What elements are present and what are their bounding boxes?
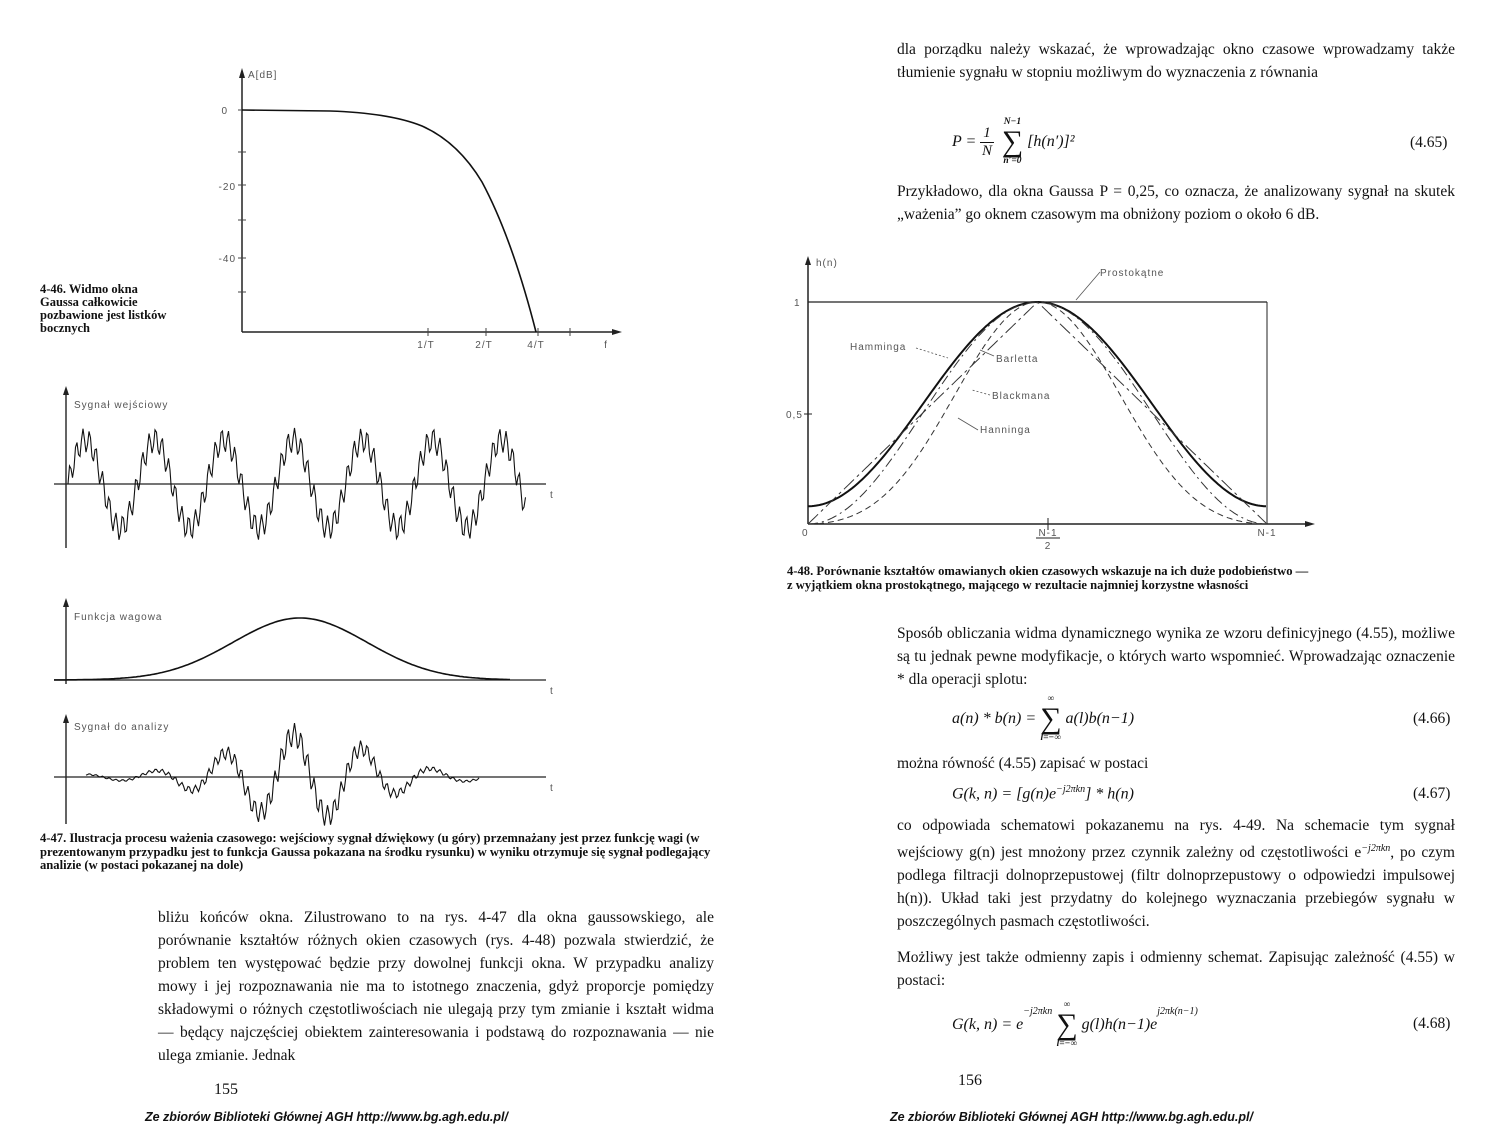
eq465-den: N <box>982 142 993 159</box>
eq466-body: a(l)b(n−1) <box>1065 710 1135 727</box>
eq468-upper: ∞ <box>1063 1000 1071 1010</box>
gauss-spectrum-curve <box>242 110 536 332</box>
analysis-signal-wave <box>86 723 479 825</box>
scheme-text <box>897 814 1455 933</box>
x-tick-f: f <box>604 340 608 351</box>
equation-4-66 <box>952 692 1134 746</box>
caption-4-48-line1: 4-48. Porównanie kształtów omawianych okien czasowych wskazuje na ich duże podobieństwo — <box>787 564 1309 578</box>
hamming-window-curve <box>808 302 1266 506</box>
eq468-number: (4.68) <box>1413 1015 1451 1032</box>
y-tick-05: 0,5 <box>786 410 803 421</box>
equation-4-65 <box>952 112 1075 172</box>
y-axis-label: h(n) <box>816 258 838 269</box>
scheme-text-b: , po czym podlega filtracji dolnoprzepustowej (filtr dolnoprzepustowy o odpowiedzi impulsowej h(n)). Układ taki jest przydatny do kolejnego wyznaczania przebiegów sygnału w poszczególnych pasmach częstotliwości. <box>897 844 1455 931</box>
panel2-label: Funkcja wagowa <box>74 612 163 623</box>
equation-4-67 <box>952 784 1134 803</box>
eq467-sup: −j2πkn <box>1056 784 1086 795</box>
intro-text: dla porządku należy wskazać, że wprowadzając okno czasowe wprowadzamy także tłumienie sygnału w stopniu możliwym do wyznaczenia z równania <box>897 41 1455 81</box>
panel1-t: t <box>550 490 554 501</box>
hanning-window-curve <box>808 302 1266 524</box>
eq465-number: (4.65) <box>1410 134 1448 151</box>
x-tick-mid-den: 2 <box>1044 541 1052 552</box>
caption-4-46: 4-46. Widmo okna Gaussa całkowicie pozbawione jest listków bocznych <box>40 282 167 335</box>
left-page-number: 155 <box>214 1081 238 1098</box>
x-tick-4t: 4/T <box>527 340 545 351</box>
equality-text: można równość (4.55) zapisać w postaci <box>897 755 1149 772</box>
figure-4-47 <box>50 380 570 830</box>
x-tick-end: N-1 <box>1257 528 1277 539</box>
gauss-example-text: Przykładowo, dla okna Gaussa P = 0,25, co oznacza, że analizowany sygnał na skutek „ważenia” go oknem czasowym ma obniżony poziom o około 6 dB. <box>897 183 1455 223</box>
panel2-t: t <box>550 686 554 697</box>
panel3-label: Sygnał do analizy <box>74 722 170 733</box>
x-axis-arrow <box>612 329 622 335</box>
y-tick-1: 1 <box>794 298 801 309</box>
caption-4-48-line2: z wyjątkiem okna prostokątnego, mającego w rezultacie najmniej korzystne własności <box>787 578 1249 592</box>
bartlett-window-curve <box>808 303 1266 525</box>
label-hanninga: Hanninga <box>980 425 1031 436</box>
scheme-text-sup: −j2πkn <box>1361 843 1391 854</box>
left-footer: Ze zbiorów Biblioteki Głównej AGH http://www.bg.agh.edu.pl/ <box>145 1110 508 1124</box>
panel3-t: t <box>550 783 554 794</box>
eq465-upper: N−1 <box>1003 117 1022 127</box>
label-blackmana: Blackmana <box>992 391 1051 402</box>
y-axis-arrow <box>239 68 245 78</box>
eq466-lhs: a(n) * b(n) = <box>952 710 1037 727</box>
y-tick-0: 0 <box>221 106 228 117</box>
scheme-text-a: co odpowiada schematowi pokazanemu na rys. 4-49. Na schemacie tym sygnał wejściowy g(n) jest mnożony przez czynnik zależny od częstotliwości e <box>897 817 1455 862</box>
eq467-rest: ] * h(n) <box>1085 785 1134 803</box>
eq468-lhs-sup: −j2πkn <box>1023 1006 1053 1017</box>
label-barletta: Barletta <box>996 354 1039 365</box>
caption-4-47: 4-47. Ilustracja procesu ważenia czasowego: wejściowy sygnał dźwiękowy (u góry) przemnażany jest przez funkcję wagi (w prezentowanym przypadku jest to funkcja Gaussa pokazana na środku rysunku) w wyniku otrzymuje się sygnał podlegający analizie (w postaci pokazanej na dole) <box>40 831 711 872</box>
label-hamminga: Hamminga <box>850 342 907 353</box>
eq467-main: G(k, n) = [g(n)e <box>952 785 1057 803</box>
eq466-number: (4.66) <box>1413 710 1451 727</box>
eq465-lhs: P = <box>952 133 977 150</box>
x-tick-2t: 2/T <box>475 340 493 351</box>
sum-symbol-icon: ∑ <box>1056 1008 1078 1041</box>
eq468-body-sup: j2πk(n−1) <box>1157 1006 1198 1017</box>
x-tick-1t: 1/T <box>417 340 435 351</box>
y-tick-20: -20 <box>218 182 236 193</box>
y-tick-40: -40 <box>218 254 236 265</box>
dynamic-spectrum-text: Sposób obliczania widma dynamicznego wynika ze wzoru definicyjnego (4.55), możliwe są tu jednak pewne modyfikacje, o których warto wspomnieć. Wprowadzając oznaczenie * dla operacji splotu: <box>897 625 1455 688</box>
sum-symbol-icon: ∑ <box>1001 125 1024 158</box>
eq467-number: (4.67) <box>1413 785 1451 802</box>
eq466-upper: ∞ <box>1047 694 1055 704</box>
equation-4-68 <box>952 998 1198 1052</box>
alternative-text: Możliwy jest także odmienny zapis i odmienny schemat. Zapisując zależność (4.55) w postaci: <box>897 949 1455 989</box>
y-axis-label: A[dB] <box>248 70 278 81</box>
figure-4-46 <box>190 60 630 360</box>
y-tick-0: 0 <box>802 528 809 539</box>
eq465-num: 1 <box>980 125 994 143</box>
blackman-window-curve <box>808 302 1266 524</box>
left-body-text: bliżu końców okna. Zilustrowano to na rys. 4-47 dla okna gaussowskiego, ale porównanie kształtów różnych okien czasowych (rys. 4-48) pozwala stwierdzić, że problem ten występować będzie przy dowolnej funkcji okna. W przypadku analizy mowy i jej rozpoznawania nie ma to istotnego znaczenia, gdyż proporcje pomiędzy składowymi o różnych częstotliwościach nie ulegają przy tym zmianie i kształt widma — będący najczęściej obiektem zainteresowania i podstawą do rozpoznawania — nie ulega zmianie. Jednak <box>158 909 714 1064</box>
eq468-body: g(l)h(n−1)e <box>1081 1016 1158 1033</box>
eq465-body: [h(n′)]² <box>1027 133 1075 150</box>
eq468-lower: l=−∞ <box>1056 1039 1078 1049</box>
weight-function-curve <box>54 618 510 680</box>
figure-4-48 <box>780 250 1330 555</box>
eq465-lower: n′=0 <box>1003 156 1022 166</box>
eq468-lhs: G(k, n) = e <box>952 1016 1024 1033</box>
right-footer: Ze zbiorów Biblioteki Głównej AGH http://www.bg.agh.edu.pl/ <box>890 1110 1253 1124</box>
eq466-lower: l=−∞ <box>1040 733 1062 743</box>
x-tick-mid-num: N-1 <box>1038 528 1058 539</box>
sum-symbol-icon: ∑ <box>1040 702 1062 735</box>
panel1-label: Sygnał wejściowy <box>74 400 169 411</box>
right-page-number: 156 <box>958 1072 982 1089</box>
label-prostokatne: Prostokątne <box>1100 268 1165 279</box>
